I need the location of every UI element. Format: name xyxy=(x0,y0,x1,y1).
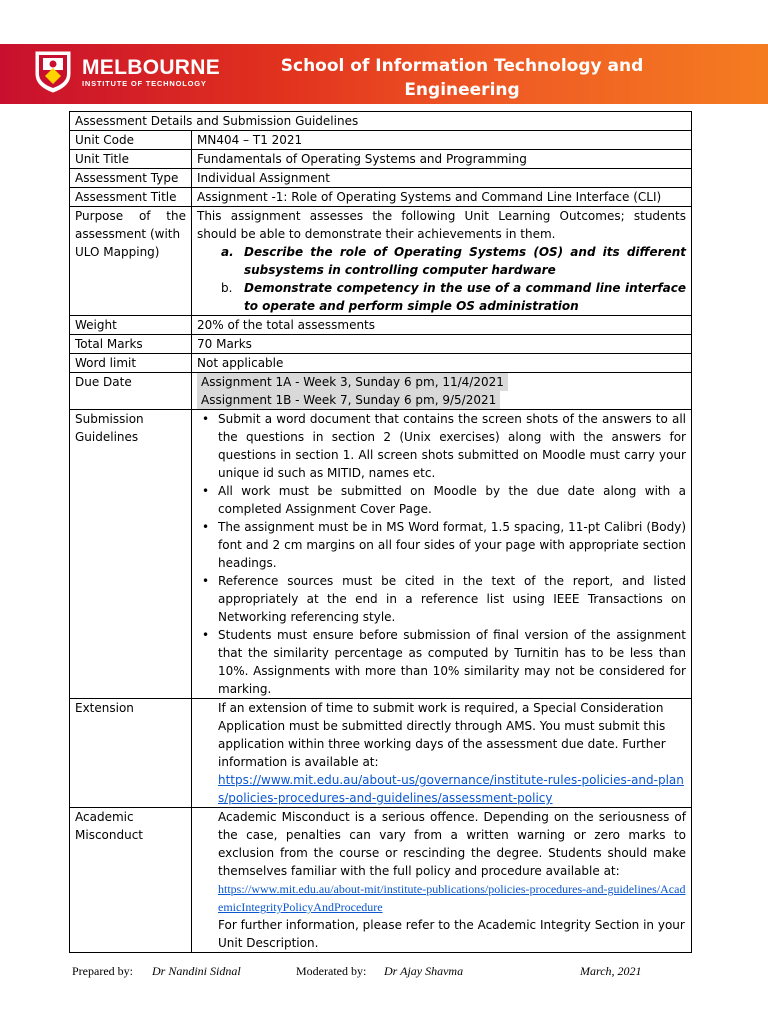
table-row xyxy=(70,373,692,410)
purpose-label-line-3: ULO Mapping) xyxy=(75,245,160,259)
list-item: • All work must be submitted on Moodle by the due date along with a completed Assignment Cover Page. xyxy=(218,482,686,518)
submission-label-line-1: Submission xyxy=(75,412,144,426)
unit-code-value: MN404 – T1 2021 xyxy=(192,131,692,150)
misconduct-label-line-2: Misconduct xyxy=(75,828,144,842)
purpose-label-line-1 xyxy=(75,207,186,225)
assessment-title-value: Assignment -1: Role of Operating Systems and Command Line Interface (CLI) xyxy=(192,188,692,207)
table-title: Assessment Details and Submission Guidelines xyxy=(70,112,692,131)
word-limit-value: Not applicable xyxy=(192,354,692,373)
ulo-text: Describe the role of Operating Systems (OS) and its different subsystems in controlling computer hardware xyxy=(244,245,686,277)
due-date-1a: Assignment 1A - Week 3, Sunday 6 pm, 11/4/2021 xyxy=(197,373,508,391)
purpose-label-word: of xyxy=(138,209,151,223)
due-date-value xyxy=(192,373,692,410)
submission-value xyxy=(192,410,692,699)
moderated-by-name: Dr Ajay Shavma xyxy=(384,964,464,978)
assessment-policy-link[interactable]: https://www.mit.edu.au/about-us/governance/institute-rules-policies-and-plans/policies-procedures-and-guidelines/assessment-policy xyxy=(218,773,684,805)
list-item: • Students must ensure before submission of final version of the assignment that the similarity percentage as computed by Turnitin has to be less than 10%. Assignments with more than 10% similarity may not be considered for marking. xyxy=(218,626,686,698)
brand-subtitle: INSTITUTE OF TECHNOLOGY xyxy=(82,79,207,88)
due-date-1b: Assignment 1B - Week 7, Sunday 6 pm, 9/5/2021 xyxy=(197,391,500,409)
table-row xyxy=(70,699,692,808)
crest-logo-icon xyxy=(30,48,76,94)
prepared-by-name: Dr Nandini Sidnal xyxy=(152,964,241,978)
assessment-type-label: Assessment Type xyxy=(70,169,192,188)
misconduct-further-info: For further information, please refer to the Academic Integrity Section in your Unit Description. xyxy=(218,918,685,950)
total-marks-value: 70 Marks xyxy=(192,335,692,354)
assessment-type-value: Individual Assignment xyxy=(192,169,692,188)
list-item: • The assignment must be in MS Word format, 1.5 spacing, 11-pt Calibri (Body) font and 2 cm margins on all four sides of your page with appropriate section headings. xyxy=(218,518,686,572)
weight-value: 20% of the total assessments xyxy=(192,316,692,335)
purpose-value xyxy=(192,207,692,316)
word-limit-label: Word limit xyxy=(70,354,192,373)
ulo-item xyxy=(221,243,686,279)
due-date-label: Due Date xyxy=(70,373,192,410)
submission-guidelines-list xyxy=(197,410,686,698)
total-marks-label: Total Marks xyxy=(70,335,192,354)
extension-text: If an extension of time to submit work is required, a Special Consideration Application must be submitted directly through AMS. You must submit this application within three working days of the assessment due date. Further information is available at: xyxy=(218,701,666,769)
table-row xyxy=(70,131,692,150)
ulo-marker: a. xyxy=(221,245,234,259)
unit-code-label: Unit Code xyxy=(70,131,192,150)
misconduct-label xyxy=(70,808,192,953)
table-row xyxy=(70,808,692,953)
purpose-label-word: Purpose xyxy=(75,209,124,223)
table-row xyxy=(70,410,692,699)
misconduct-label-line-1: Academic xyxy=(75,810,134,824)
prepared-by-label: Prepared by: xyxy=(72,964,133,978)
table-row xyxy=(70,169,692,188)
table-row xyxy=(70,316,692,335)
purpose-label-word: the xyxy=(166,209,186,223)
ulo-item xyxy=(221,279,686,315)
table-row xyxy=(70,354,692,373)
school-title-line-2: (SITE) xyxy=(433,104,491,124)
school-title-line-1: School of Information Technology and Engineering xyxy=(280,56,644,100)
purpose-intro: This assignment assesses the following Unit Learning Outcomes; students should be able to demonstrate their achievements in them. xyxy=(197,209,686,241)
ulo-text: Demonstrate competency in the use of a command line interface to operate and perform simple OS administration xyxy=(244,281,686,313)
assessment-details-table xyxy=(69,111,692,953)
weight-label: Weight xyxy=(70,316,192,335)
purpose-label-line-2: assessment (with xyxy=(75,227,181,241)
table-row xyxy=(70,207,692,316)
moderated-by-label: Moderated by: xyxy=(296,964,367,978)
brand-name: MELBOURNE xyxy=(82,56,221,79)
ulo-list xyxy=(197,243,686,315)
table-row xyxy=(70,150,692,169)
table-row xyxy=(70,335,692,354)
list-item: • Submit a word document that contains the screen shots of the answers to all the questions in section 2 (Unix exercises) along with the answers for questions in section 1. All screen shots submitted on Moodle must carry your unique id such as MITID, names etc. xyxy=(218,410,686,482)
submission-label-line-2: Guidelines xyxy=(75,430,139,444)
unit-title-value: Fundamentals of Operating Systems and Programming xyxy=(192,150,692,169)
extension-value xyxy=(192,699,692,808)
extension-label: Extension xyxy=(70,699,192,808)
misconduct-text: Academic Misconduct is a serious offence. Depending on the seriousness of the case, penalties can vary from a written warning or zero marks to exclusion from the course or rescinding the degree. Students should make themselves familiar with the full policy and procedure available at: xyxy=(218,810,686,878)
ulo-marker: b. xyxy=(221,281,233,295)
purpose-label xyxy=(70,207,192,316)
unit-title-label: Unit Title xyxy=(70,150,192,169)
submission-label xyxy=(70,410,192,699)
misconduct-value xyxy=(192,808,692,953)
academic-integrity-policy-link[interactable]: https://www.mit.edu.au/about-mit/institute-publications/policies-procedures-and-guidelines/AcademicIntegrityPolicyAndProcedure xyxy=(218,882,686,914)
table-row xyxy=(70,188,692,207)
list-item: • Reference sources must be cited in the text of the report, and listed appropriately at the end in a reference list using IEEE Transactions on Networking referencing style. xyxy=(218,572,686,626)
footer-date: March, 2021 xyxy=(580,964,642,978)
table-title-row xyxy=(70,112,692,131)
assessment-title-label: Assessment Title xyxy=(70,188,192,207)
